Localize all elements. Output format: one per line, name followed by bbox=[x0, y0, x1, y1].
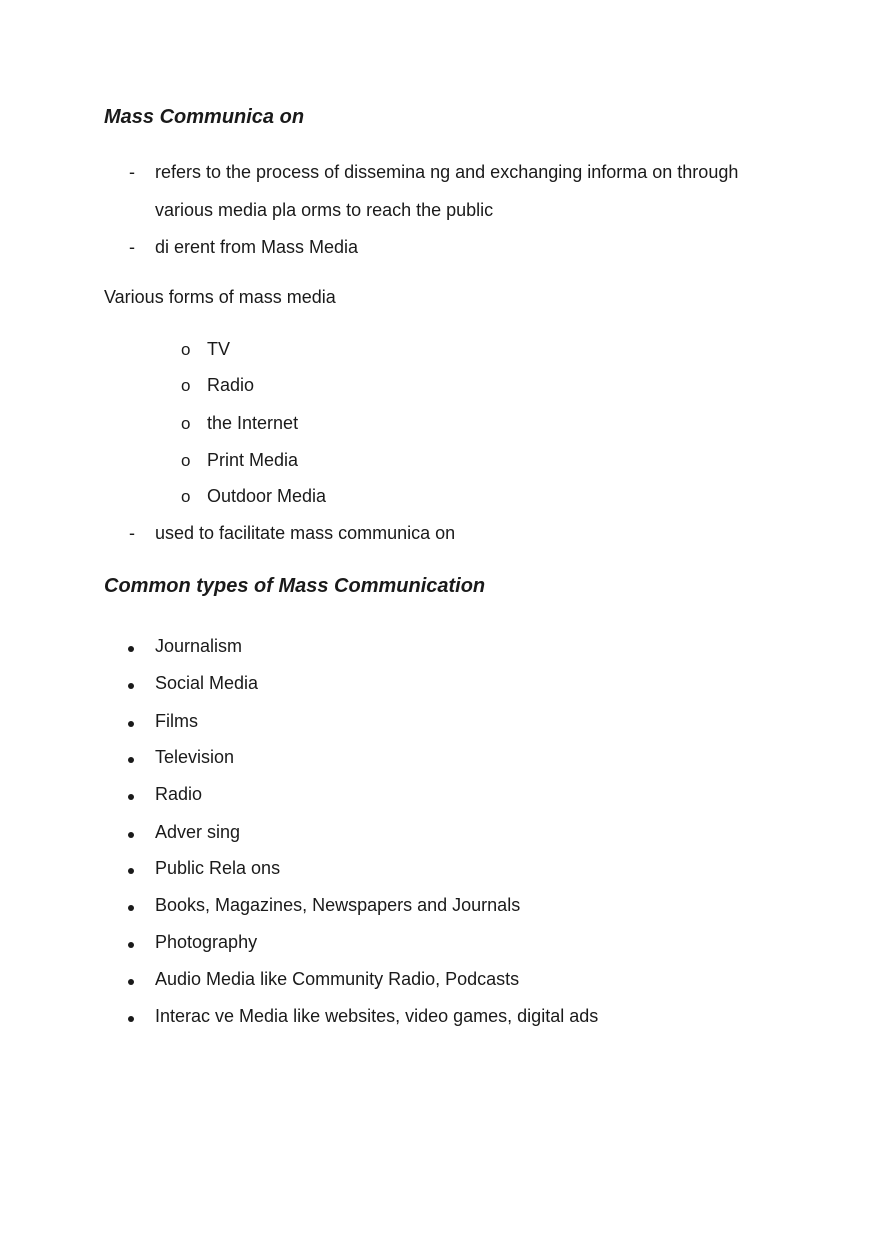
definition-line-2: various media pla orms to reach the public bbox=[155, 200, 494, 220]
bullet-dot bbox=[128, 794, 134, 800]
facilitate-line: used to facilitate mass communica on bbox=[155, 523, 456, 543]
type-item: Photography bbox=[155, 932, 258, 952]
section-heading-common-types: Common types of Mass Communication bbox=[104, 575, 486, 597]
bullet-dot bbox=[128, 905, 134, 911]
type-item: Public Rela ons bbox=[155, 858, 281, 878]
circle-bullet: o bbox=[181, 414, 191, 433]
form-item-print-media: Print Media bbox=[207, 450, 299, 470]
dash-marker: - bbox=[129, 237, 135, 257]
form-item-outdoor-media: Outdoor Media bbox=[207, 486, 327, 506]
forms-label: Various forms of mass media bbox=[104, 287, 336, 307]
bullet-dot bbox=[128, 942, 134, 948]
bullet-dot bbox=[128, 868, 134, 874]
type-item: Books, Magazines, Newspapers and Journals bbox=[155, 895, 521, 915]
difference-line: di erent from Mass Media bbox=[155, 237, 359, 257]
type-item: Journalism bbox=[155, 636, 243, 656]
bullet-dot bbox=[128, 721, 134, 727]
circle-bullet: o bbox=[181, 340, 191, 359]
type-item: Television bbox=[155, 747, 235, 767]
form-item-internet: the Internet bbox=[207, 413, 299, 433]
bullet-dot bbox=[128, 683, 134, 689]
dash-marker: - bbox=[129, 162, 135, 182]
bullet-dot bbox=[128, 832, 134, 838]
circle-bullet: o bbox=[181, 487, 191, 506]
dash-marker: - bbox=[129, 523, 135, 543]
definition-line-1: refers to the process of dissemina ng and exchanging informa on through bbox=[155, 162, 739, 182]
circle-bullet: o bbox=[181, 451, 191, 470]
section-heading-mass-communication: Mass Communica on bbox=[104, 106, 305, 128]
circle-bullet: o bbox=[181, 376, 191, 395]
form-item-radio: Radio bbox=[207, 375, 255, 395]
type-item: Audio Media like Community Radio, Podcasts bbox=[155, 969, 520, 989]
type-item: Interac ve Media like websites, video games, digital ads bbox=[155, 1006, 599, 1026]
form-item-tv: TV bbox=[207, 339, 231, 359]
type-item: Social Media bbox=[155, 673, 259, 693]
bullet-dot bbox=[128, 646, 134, 652]
type-item: Adver sing bbox=[155, 822, 241, 842]
bullet-dot bbox=[128, 979, 134, 985]
type-item: Radio bbox=[155, 784, 203, 804]
type-item: Films bbox=[155, 711, 198, 731]
bullet-dot bbox=[128, 757, 134, 763]
bullet-dot bbox=[128, 1016, 134, 1022]
